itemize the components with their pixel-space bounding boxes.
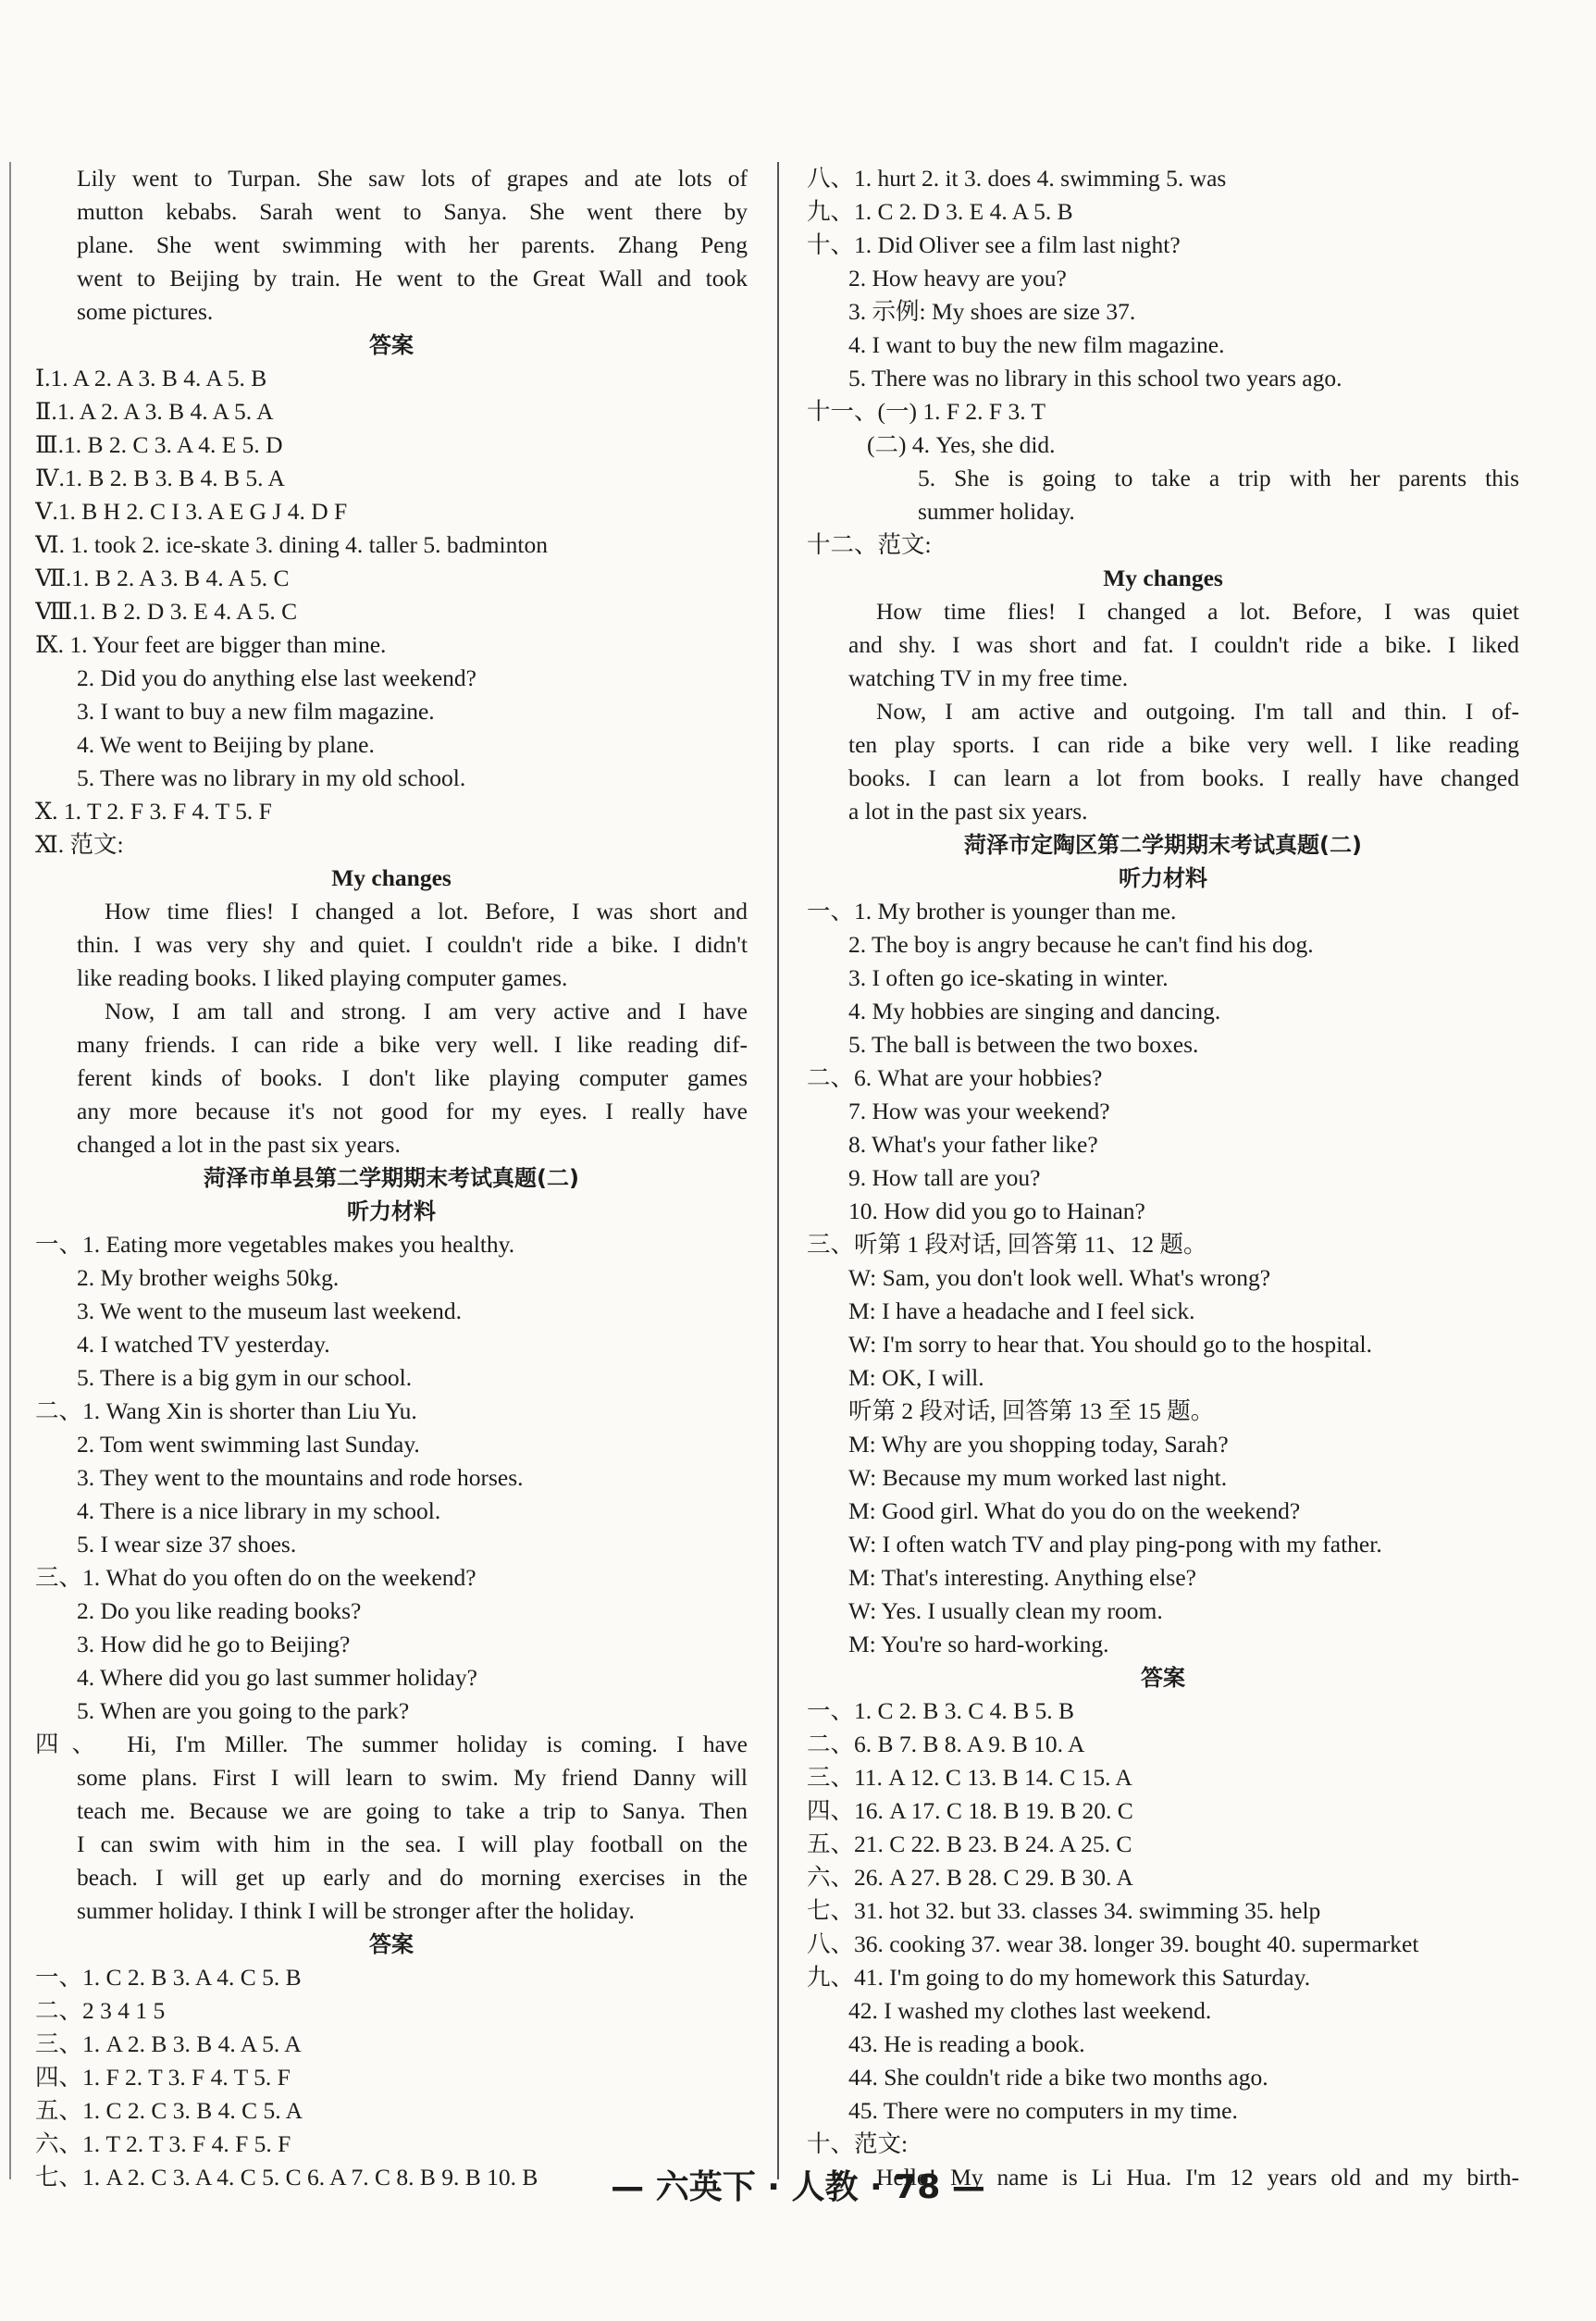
left-line: 2. Do you like reading books?: [77, 1597, 362, 1624]
left-line: Ⅴ.1. B H 2. C I 3. A E G J 4. D F: [35, 498, 348, 525]
right-line: 5. The ball is between the two boxes.: [848, 1031, 1199, 1058]
left-line: 四、1. F 2. T 3. F 4. T 5. F: [35, 2064, 291, 2091]
right-line: Now, I am active and outgoing. I'm tall and thin. I of-: [876, 698, 1519, 725]
right-line: 菏泽市定陶区第二学期期末考试真题(二): [964, 832, 1362, 858]
right-line: W: Yes. I usually clean my room.: [848, 1597, 1163, 1624]
left-column: [35, 162, 748, 2194]
left-line: summer holiday. I think I will be stronger after the holiday.: [77, 1897, 635, 1924]
right-line: 八、36. cooking 37. wear 38. longer 39. bought 40. supermarket: [807, 1930, 1419, 1957]
left-line: I can swim with him in the sea. I will play football on the: [77, 1831, 748, 1857]
right-line: 九、41. I'm going to do my homework this Saturday.: [807, 1964, 1311, 1991]
right-line: 44. She couldn't ride a bike two months ago.: [848, 2064, 1268, 2091]
right-line: summer holiday.: [918, 498, 1075, 525]
left-line: plane. She went swimming with her parents. Zhang Peng: [77, 231, 748, 258]
right-line: 9. How tall are you?: [848, 1164, 1041, 1191]
right-line: W: I often watch TV and play ping-pong with my father.: [848, 1531, 1382, 1558]
left-line: Ⅳ.1. B 2. B 3. B 4. B 5. A: [35, 465, 285, 491]
right-line: M: Good girl. What do you do on the weekend?: [848, 1497, 1301, 1524]
right-line: M: I have a headache and I feel sick.: [848, 1297, 1195, 1324]
left-line: some pictures.: [77, 298, 214, 325]
right-line: 听力材料: [1119, 865, 1207, 891]
left-line: 4. Where did you go last summer holiday?: [77, 1664, 477, 1691]
page-footer: — 六英下 · 人教 · 78 —: [611, 2168, 985, 2206]
right-line: M: That's interesting. Anything else?: [848, 1564, 1196, 1591]
left-line: 3. They went to the mountains and rode horses.: [77, 1464, 524, 1491]
left-line: teach me. Because we are going to take a trip to Sanya. Then: [77, 1797, 748, 1824]
left-line: 3. We went to the museum last weekend.: [77, 1297, 463, 1324]
right-line: 42. I washed my clothes last weekend.: [848, 1997, 1212, 2024]
right-line: (二) 4. Yes, she did.: [867, 431, 1056, 458]
left-line: Ⅺ. 范文:: [35, 831, 124, 858]
right-line: 4. I want to buy the new film magazine.: [848, 331, 1225, 358]
left-line: 听力材料: [347, 1198, 436, 1224]
right-line: My changes: [1103, 565, 1223, 591]
right-line: books. I can learn a lot from books. I really have changed: [848, 764, 1519, 791]
right-line: M: Why are you shopping today, Sarah?: [848, 1431, 1229, 1458]
left-line: Ⅶ.1. B 2. A 3. B 4. A 5. C: [35, 565, 290, 591]
right-line: 二、6. B 7. B 8. A 9. B 10. A: [807, 1731, 1085, 1757]
right-line: 四、16. A 17. C 18. B 19. B 20. C: [807, 1797, 1133, 1824]
right-line: 5. She is going to take a trip with her parents this: [918, 465, 1519, 491]
left-line: Ⅵ. 1. took 2. ice-skate 3. dining 4. taller 5. badminton: [35, 531, 548, 558]
right-line: W: Because my mum worked last night.: [848, 1464, 1228, 1491]
left-line: 3. How did he go to Beijing?: [77, 1631, 351, 1657]
right-line: 十、范文:: [807, 2130, 909, 2157]
right-line: 十、1. Did Oliver see a film last night?: [807, 231, 1181, 258]
left-line: mutton kebabs. Sarah went to Sanya. She went there by: [77, 198, 748, 225]
right-line: ten play sports. I can ride a bike very well. I like reading: [848, 731, 1519, 758]
right-line: and shy. I was short and fat. I couldn't ride a bike. I liked: [848, 631, 1519, 658]
right-line: 十二、范文:: [807, 531, 932, 558]
left-line: Ⅰ.1. A 2. A 3. B 4. A 5. B: [35, 365, 267, 391]
left-line: 答案: [369, 1931, 414, 1957]
left-line: went to Beijing by train. He went to the Great Wall and took: [77, 265, 748, 292]
left-line: 5. There was no library in my old school.: [77, 764, 466, 791]
left-line: some plans. First I will learn to swim. My friend Danny will: [77, 1764, 748, 1791]
right-line: How time flies! I changed a lot. Before, I was quiet: [876, 598, 1519, 625]
left-line: thin. I was very shy and quiet. I couldn't ride a bike. I didn't: [77, 931, 748, 958]
left-line: like reading books. I liked playing computer games.: [77, 964, 568, 991]
left-line: Ⅱ.1. A 2. A 3. B 4. A 5. A: [35, 398, 274, 425]
left-line: 2. Did you do anything else last weekend?: [77, 664, 476, 691]
left-line: 四、 Hi, I'm Miller. The summer holiday is coming. I have: [35, 1731, 748, 1757]
right-line: W: I'm sorry to hear that. You should go to the hospital.: [848, 1331, 1373, 1358]
left-line: Ⅲ.1. B 2. C 3. A 4. E 5. D: [35, 431, 283, 458]
left-line: 5. When are you going to the park?: [77, 1697, 410, 1724]
right-line: 二、6. What are your hobbies?: [807, 1064, 1103, 1091]
left-line: ferent kinds of books. I don't like playing computer games: [77, 1064, 748, 1091]
right-line: 3. I often go ice-skating in winter.: [848, 964, 1169, 991]
left-line: My changes: [331, 864, 452, 891]
left-line: any more because it's not good for my eyes. I really have: [77, 1098, 748, 1124]
right-line: 7. How was your weekend?: [848, 1098, 1110, 1124]
right-line: 4. My hobbies are singing and dancing.: [848, 998, 1221, 1024]
left-line: 答案: [369, 332, 414, 358]
right-column: [807, 162, 1519, 2194]
right-line: 三、听第 1 段对话, 回答第 11、12 题。: [807, 1231, 1207, 1258]
left-line: many friends. I can ride a bike very well. I like reading dif-: [77, 1031, 748, 1058]
right-line: 七、31. hot 32. but 33. classes 34. swimming 35. help: [807, 1897, 1321, 1924]
column-divider: [777, 162, 779, 2179]
left-line: 2. Tom went swimming last Sunday.: [77, 1431, 420, 1458]
right-line: 六、26. A 27. B 28. C 29. B 30. A: [807, 1864, 1133, 1891]
right-line: a lot in the past six years.: [848, 798, 1088, 825]
left-line: 2. My brother weighs 50kg.: [77, 1264, 340, 1291]
left-line: 5. There is a big gym in our school.: [77, 1364, 413, 1391]
left-line: 一、1. Eating more vegetables makes you healthy.: [35, 1231, 515, 1258]
right-line: 5. There was no library in this school two years ago.: [848, 365, 1342, 391]
left-line: 三、1. What do you often do on the weekend?: [35, 1564, 476, 1591]
left-line: 五、1. C 2. C 3. B 4. C 5. A: [35, 2097, 303, 2124]
left-line: 一、1. C 2. B 3. A 4. C 5. B: [35, 1964, 302, 1991]
left-margin-rule: [9, 162, 11, 2179]
right-line: M: You're so hard-working.: [848, 1631, 1109, 1657]
left-line: Ⅸ. 1. Your feet are bigger than mine.: [35, 631, 387, 658]
left-line: 4. There is a nice library in my school.: [77, 1497, 441, 1524]
right-line: M: OK, I will.: [848, 1364, 984, 1391]
left-line: 二、2 3 4 1 5: [35, 1997, 166, 2024]
left-line: 六、1. T 2. T 3. F 4. F 5. F: [35, 2130, 291, 2157]
right-line: 三、11. A 12. C 13. B 14. C 15. A: [807, 1764, 1132, 1791]
left-line: Ⅹ. 1. T 2. F 3. F 4. T 5. F: [35, 798, 272, 825]
right-line: 答案: [1141, 1665, 1185, 1691]
left-line: How time flies! I changed a lot. Before, I was short and: [105, 898, 748, 925]
left-line: Lily went to Turpan. She saw lots of grapes and ate lots of: [77, 165, 748, 192]
left-line: 七、1. A 2. C 3. A 4. C 5. C 6. A 7. C 8. B 9. B 10. B: [35, 2164, 538, 2191]
right-line: W: Sam, you don't look well. What's wrong?: [848, 1264, 1271, 1291]
left-line: Now, I am tall and strong. I am very active and I have: [105, 998, 748, 1024]
right-line: 10. How did you go to Hainan?: [848, 1198, 1145, 1224]
left-line: 二、1. Wang Xin is shorter than Liu Yu.: [35, 1397, 417, 1424]
left-line: beach. I will get up early and do morning exercises in the: [77, 1864, 748, 1891]
right-line: 8. What's your father like?: [848, 1131, 1098, 1158]
left-line: 5. I wear size 37 shoes.: [77, 1531, 297, 1558]
left-line: 3. I want to buy a new film magazine.: [77, 698, 435, 725]
right-line: 2. How heavy are you?: [848, 265, 1067, 292]
right-line: Hello! My name is Li Hua. I'm 12 years old and my birth-: [876, 2164, 1519, 2191]
left-line: Ⅷ.1. B 2. D 3. E 4. A 5. C: [35, 598, 298, 625]
right-line: 五、21. C 22. B 23. B 24. A 25. C: [807, 1831, 1132, 1857]
right-line: 十一、(一) 1. F 2. F 3. T: [807, 398, 1046, 425]
left-line: 4. I watched TV yesterday.: [77, 1331, 330, 1358]
right-line: 45. There were no computers in my time.: [848, 2097, 1238, 2124]
right-line: watching TV in my free time.: [848, 664, 1129, 691]
right-line: 一、1. My brother is younger than me.: [807, 898, 1177, 925]
right-line: 八、1. hurt 2. it 3. does 4. swimming 5. was: [807, 165, 1227, 192]
right-line: 听第 2 段对话, 回答第 13 至 15 题。: [848, 1397, 1215, 1424]
right-line: 2. The boy is angry because he can't find his dog.: [848, 931, 1314, 958]
right-line: 九、1. C 2. D 3. E 4. A 5. B: [807, 198, 1073, 225]
left-line: 4. We went to Beijing by plane.: [77, 731, 375, 758]
right-line: 3. 示例: My shoes are size 37.: [848, 298, 1136, 325]
right-line: 一、1. C 2. B 3. C 4. B 5. B: [807, 1697, 1075, 1724]
left-line: changed a lot in the past six years.: [77, 1131, 401, 1158]
right-line: 43. He is reading a book.: [848, 2030, 1085, 2057]
left-line: 菏泽市单县第二学期期末考试真题(二): [204, 1165, 579, 1191]
left-line: 三、1. A 2. B 3. B 4. A 5. A: [35, 2030, 302, 2057]
